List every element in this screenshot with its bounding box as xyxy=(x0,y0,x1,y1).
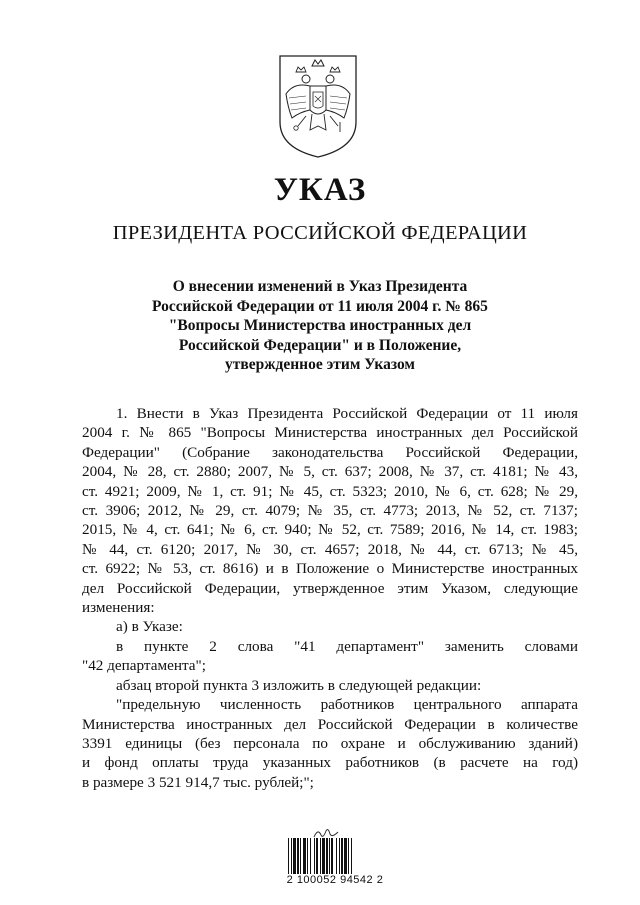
body-line: а) в Указе: xyxy=(116,618,183,636)
body-line: ст. 3906; 2012, № 29, ст. 4079; № 35, ст. 4773; 2013, № 52, ст. 7137; xyxy=(82,502,578,520)
body-line: ст. 6922; № 53, ст. 8616) и в Положение о Министерстве иностранных xyxy=(82,560,578,578)
body-line: Министерства иностранных дел Российской Федерации в количестве xyxy=(82,715,578,733)
body-line: в размере 3 521 914,7 тыс. рублей;"; xyxy=(82,773,314,791)
body-line: 1. Внести в Указ Президента Российской Федерации от 11 июля xyxy=(116,405,578,422)
body-line: 2004, № 28, ст. 2880; 2007, № 5, ст. 637; 2008, № 37, ст. 4181; № 43, xyxy=(82,463,578,481)
document-title: УКАЗ xyxy=(273,172,367,208)
body-line: изменения: xyxy=(82,599,155,617)
body-line: абзац второй пункта 3 изложить в следующей редакции: xyxy=(116,676,482,694)
coat-of-arms-icon xyxy=(276,52,360,160)
body-line: 2015, № 4, ст. 641; № 6, ст. 940; № 52, ст. 7589; 2016, № 14, ст. 1983; xyxy=(82,521,578,539)
heading-line: Российской Федерации" и в Положение, xyxy=(178,336,462,354)
document-heading xyxy=(100,277,540,375)
heading-line: утвержденное этим Указом xyxy=(225,356,415,373)
body-line: "предельную численность работников центрального аппарата xyxy=(116,696,578,714)
body-line: 3391 единицы (без персонала по охране и обслуживанию зданий) xyxy=(82,734,578,752)
body-line: Федерации" (Собрание законодательства Российской Федерации, xyxy=(82,443,578,461)
body-line: 2004 г. № 865 "Вопросы Министерства иностранных дел Российской xyxy=(82,424,578,442)
body-line: дел Российской Федерации, утвержденное этим Указом, следующие xyxy=(82,579,578,597)
body-line: в пункте 2 слова "41 департамент" заменить словами xyxy=(116,637,578,655)
document-body xyxy=(82,404,578,792)
barcode-icon xyxy=(288,838,384,874)
heading-line: Российской Федерации от 11 июля 2004 г. № 865 xyxy=(152,297,488,315)
body-line: "42 департамента"; xyxy=(82,657,206,675)
heading-line: О внесении изменений в Указ Президента xyxy=(172,278,468,295)
heading-line: "Вопросы Министерства иностранных дел xyxy=(168,317,472,334)
body-line: ст. 4921; 2009, № 1, ст. 91; № 45, ст. 5323; 2010, № 6, ст. 628; № 29, xyxy=(82,482,578,500)
document-subtitle: ПРЕЗИДЕНТА РОССИЙСКОЙ ФЕДЕРАЦИИ xyxy=(112,222,528,244)
body-line: № 44, ст. 6120; 2017, № 30, ст. 4657; 2018, № 44, ст. 6713; № 45, xyxy=(82,540,578,558)
barcode-number: 2 100052 94542 2 xyxy=(286,874,384,886)
body-line: и фонд оплаты труда указанных работников (в расчете на год) xyxy=(82,754,578,772)
